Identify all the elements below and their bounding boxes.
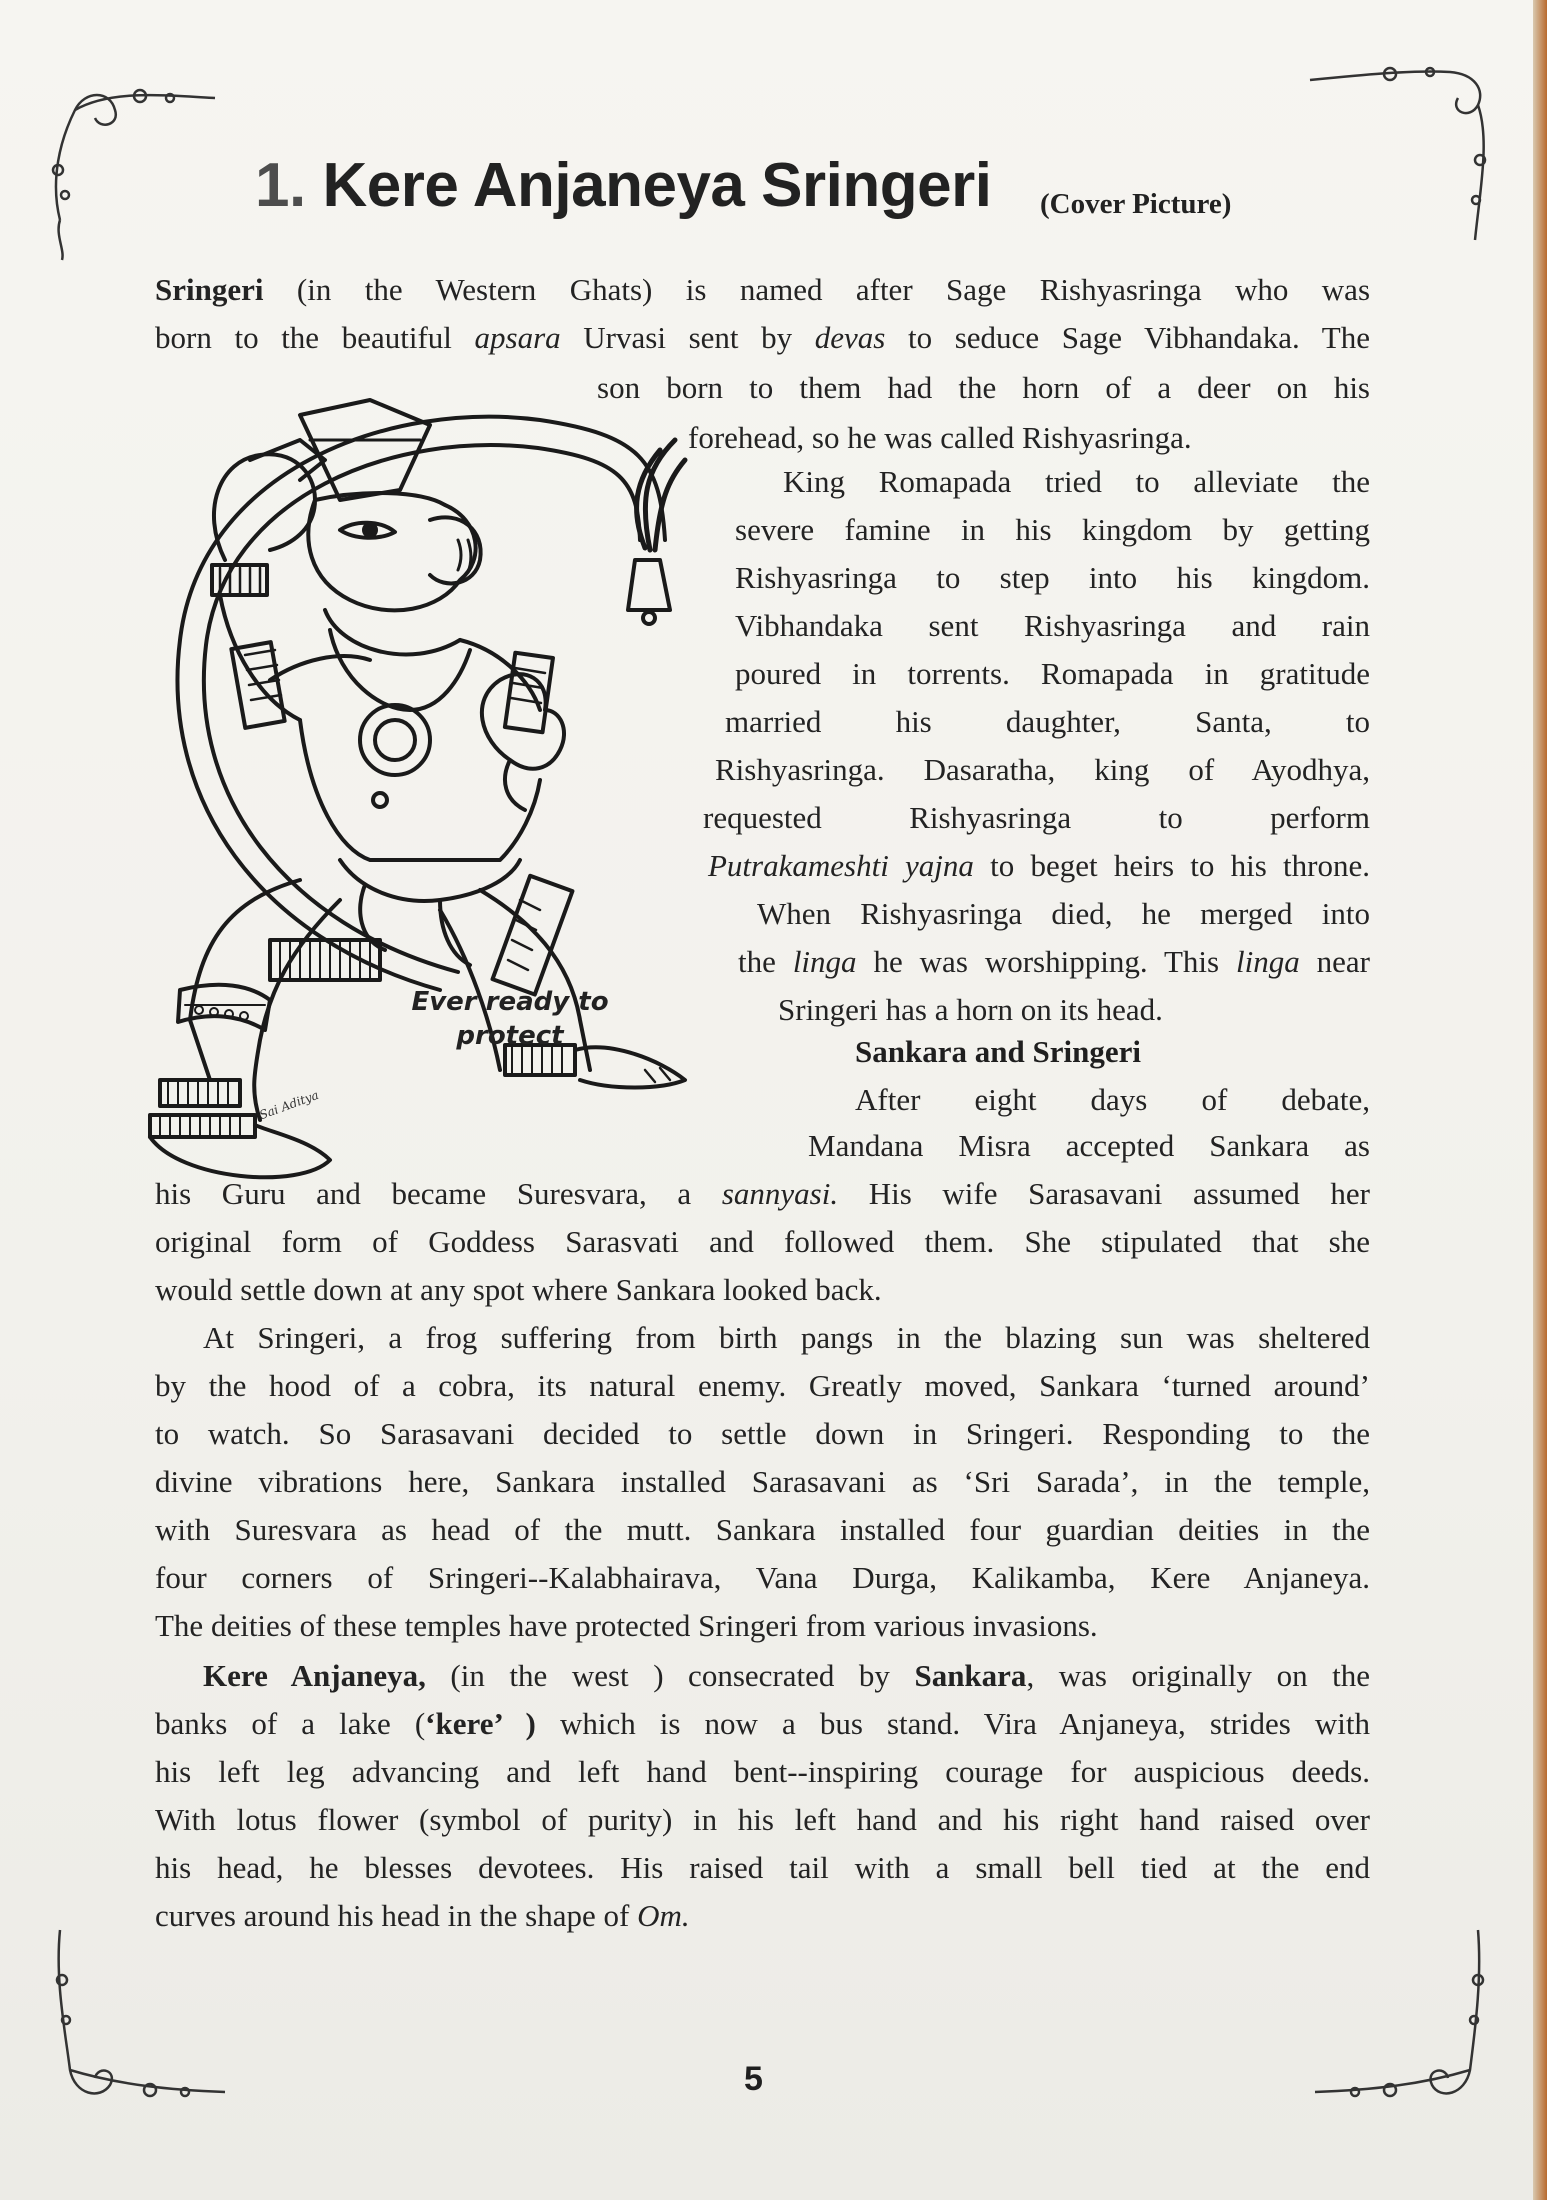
frog-line-3: to watch. So Sarasavani decided to settle down in Sringeri. Responding to the	[155, 1416, 1370, 1451]
frog-line-7: The deities of these temples have protected Sringeri from various invasions.	[155, 1608, 1098, 1643]
romapada-line-2: severe famine in his kingdom by getting	[735, 512, 1370, 547]
romapada-line-11: the linga he was worshipping. This linga near	[738, 944, 1371, 979]
corner-ornament-bottom-right	[1300, 1920, 1500, 2120]
frog-line-5: with Suresvara as head of the mutt. Sankara installed four guardian deities in the	[155, 1512, 1370, 1547]
page-title	[255, 150, 991, 221]
romapada-line-1: King Romapada tried to alleviate the	[783, 464, 1370, 499]
sankara-line-3: his Guru and became Suresvara, a sannyasi. His wife Sarasavani assumed her	[155, 1176, 1370, 1211]
kere-line-1: Kere Anjaneya, (in the west ) consecrated by Sankara, was originally on the	[203, 1658, 1370, 1693]
anjaneya-illustration	[140, 380, 800, 1180]
romapada-line-3: Rishyasringa to step into his kingdom.	[735, 560, 1370, 595]
page-number: 5	[744, 2060, 763, 2098]
kere-line-4: With lotus flower (symbol of purity) in his left hand and his right hand raised over	[155, 1802, 1370, 1837]
romapada-line-12: Sringeri has a horn on its head.	[778, 992, 1163, 1027]
kere-line-6: curves around his head in the shape of Om.	[155, 1898, 690, 1933]
corner-ornament-top-right	[1300, 50, 1500, 250]
intro-line-4: forehead, so he was called Rishyasringa.	[688, 420, 1192, 455]
page-edge	[1533, 0, 1547, 2200]
romapada-line-9: Putrakameshti yajna to beget heirs to his throne.	[708, 848, 1370, 883]
corner-ornament-bottom-left	[40, 1920, 240, 2120]
kere-line-5: his head, he blesses devotees. His raised tail with a small bell tied at the end	[155, 1850, 1370, 1885]
intro-line-2: born to the beautiful apsara Urvasi sent by devas to seduce Sage Vibhandaka. The	[155, 320, 1370, 355]
romapada-line-5: poured in torrents. Romapada in gratitude	[735, 656, 1370, 691]
corner-ornament-top-left	[40, 70, 240, 270]
kere-line-2: banks of a lake (‘kere’ ) which is now a bus stand. Vira Anjaneya, strides with	[155, 1706, 1370, 1741]
frog-line-6: four corners of Sringeri--Kalabhairava, Vana Durga, Kalikamba, Kere Anjaneya.	[155, 1560, 1370, 1595]
intro-line-3: son born to them had the horn of a deer on his	[597, 370, 1370, 405]
intro-line-1: Sringeri (in the Western Ghats) is named after Sage Rishyasringa who was	[155, 272, 1371, 307]
sankara-line-4: original form of Goddess Sarasvati and followed them. She stipulated that she	[155, 1224, 1370, 1259]
sankara-line-5: would settle down at any spot where Sankara looked back.	[155, 1272, 882, 1307]
title-text: Kere Anjaneya Sringeri	[322, 151, 992, 220]
title-number: 1.	[255, 151, 306, 220]
romapada-line-10: When Rishyasringa died, he merged into	[757, 896, 1370, 931]
frog-line-1: At Sringeri, a frog suffering from birth pangs in the blazing sun was sheltered	[203, 1320, 1370, 1355]
sankara-line-1: After eight days of debate,	[855, 1082, 1370, 1117]
illustration-caption: Ever ready to protect	[411, 987, 609, 1051]
title-note: (Cover Picture)	[1040, 188, 1232, 220]
frog-line-2: by the hood of a cobra, its natural enemy. Greatly moved, Sankara ‘turned around’	[155, 1368, 1370, 1403]
frog-line-4: divine vibrations here, Sankara installed Sarasavani as ‘Sri Sarada’, in the temple,	[155, 1464, 1370, 1499]
sankara-line-2: Mandana Misra accepted Sankara as	[808, 1128, 1370, 1163]
romapada-line-4: Vibhandaka sent Rishyasringa and rain	[735, 608, 1370, 643]
kere-line-3: his left leg advancing and left hand bent--inspiring courage for auspicious deeds.	[155, 1754, 1370, 1789]
artist-signature: Sai Aditya	[257, 1087, 321, 1123]
romapada-line-8: requested Rishyasringa to perform	[703, 800, 1370, 835]
section-heading-sankara: Sankara and Sringeri	[855, 1034, 1141, 1069]
romapada-line-6: married his daughter, Santa, to	[725, 704, 1370, 739]
romapada-line-7: Rishyasringa. Dasaratha, king of Ayodhya,	[715, 752, 1370, 787]
